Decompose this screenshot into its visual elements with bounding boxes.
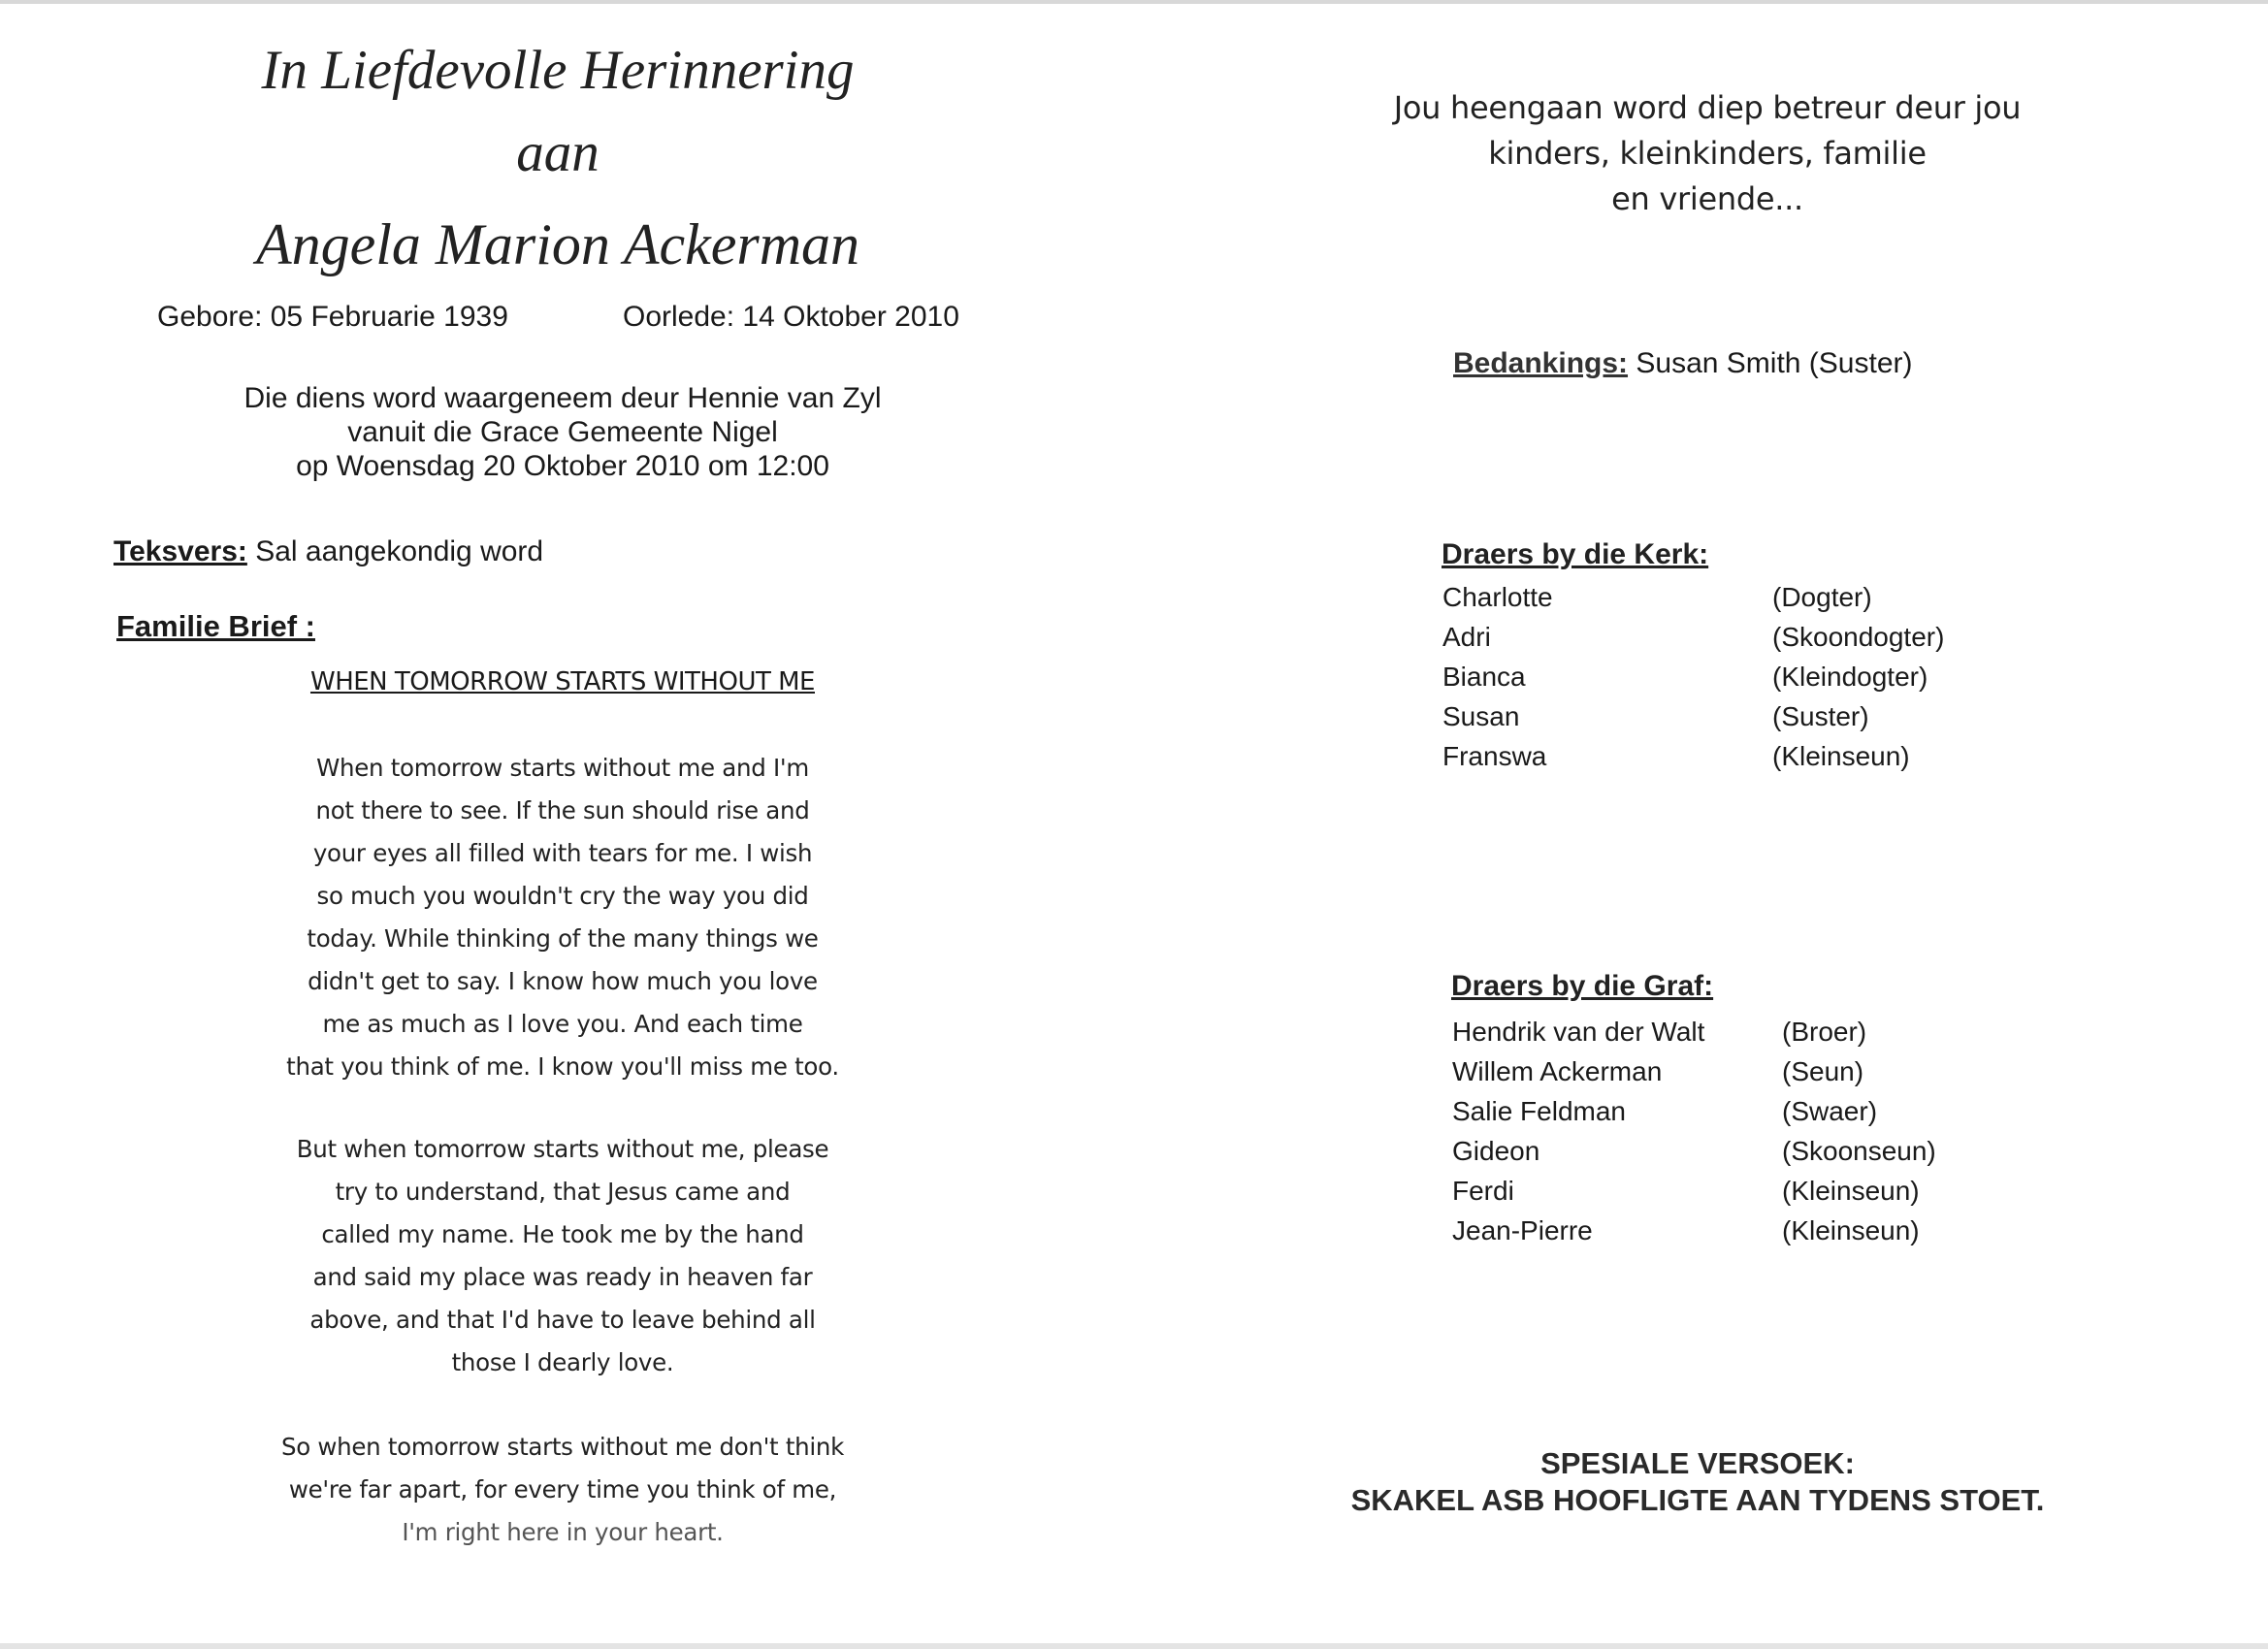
bearer-relation: (Seun) [1782, 1056, 1864, 1086]
teksvers [113, 535, 543, 568]
condolence-line: en vriende... [1611, 180, 1803, 217]
bearer-name: Gideon [1452, 1136, 1540, 1166]
memorial-title-aan: aan [516, 122, 599, 183]
poem-line: above, and that I'd have to leave behind all [309, 1306, 816, 1334]
condolence-line: kinders, kleinkinders, familie [1488, 135, 1927, 172]
deceased-name: Angela Marion Ackerman [255, 212, 860, 276]
bearer-relation: (Dogter) [1772, 582, 1872, 612]
poem-line: your eyes all filled with tears for me. I wish [312, 839, 813, 867]
poem-stanza-1 [272, 747, 854, 1088]
bearer-relation: (Kleinseun) [1772, 741, 1910, 771]
grave-bearers-heading: Draers by die Graf: [1451, 970, 1714, 1002]
bearer-relation: (Swaer) [1782, 1096, 1878, 1126]
special-request-text: SKAKEL ASB HOOFLIGTE AAN TYDENS STOET. [1350, 1483, 2045, 1517]
bearer-name: Salie Feldman [1452, 1096, 1626, 1126]
poem-line: that you think of me. I know you'll miss me too. [286, 1052, 839, 1081]
memorial-title: In Liefdevolle Herinnering [261, 40, 855, 101]
special-request-heading: SPESIALE VERSOEK: [1540, 1446, 1855, 1480]
bedankings-value: Susan Smith (Suster) [1636, 347, 1913, 379]
familie-brief-heading: Familie Brief : [116, 609, 315, 643]
page-bottom-edge [0, 1643, 2268, 1649]
poem-line: we're far apart, for every time you think of me, [288, 1475, 837, 1504]
poem-line: didn't get to say. I know how much you love [308, 967, 818, 995]
service-line: Die diens word waargeneem deur Hennie van Zyl [243, 382, 882, 414]
bearer-relation: (Broer) [1782, 1017, 1867, 1047]
bearer-relation: (Kleinseun) [1782, 1176, 1920, 1206]
bearer-name: Adri [1442, 622, 1491, 652]
birth-date: Gebore: 05 Februarie 1939 [157, 301, 508, 333]
condolence-line: Jou heengaan word diep betreur deur jou [1393, 89, 2022, 126]
bearer-name: Ferdi [1452, 1176, 1514, 1206]
page-top-edge [0, 0, 2268, 4]
bearer-relation: (Kleinseun) [1782, 1215, 1920, 1245]
poem-line: called my name. He took me by the hand [321, 1220, 804, 1248]
service-line: vanuit die Grace Gemeente Nigel [347, 416, 778, 448]
special-request [1300, 1445, 2095, 1519]
poem-line: When tomorrow starts without me and I'm [316, 754, 809, 782]
poem-line: But when tomorrow starts without me, please [296, 1135, 829, 1163]
bearer-name: Charlotte [1442, 582, 1553, 612]
poem-stanza-3 [272, 1426, 854, 1554]
poem-line: today. While thinking of the many things we [307, 924, 819, 953]
bearer-name: Willem Ackerman [1452, 1056, 1663, 1086]
church-bearers-heading: Draers by die Kerk: [1442, 538, 1709, 570]
bearer-name: Jean-Pierre [1452, 1215, 1593, 1245]
condolence-text [1339, 85, 2076, 222]
bearer-name: Hendrik van der Walt [1452, 1017, 1705, 1047]
poem-stanza-2 [272, 1128, 854, 1384]
service-line: op Woensdag 20 Oktober 2010 om 12:00 [296, 450, 829, 482]
bearer-relation: (Suster) [1772, 701, 1869, 731]
bearer-name: Susan [1442, 701, 1520, 731]
poem-line: so much you wouldn't cry the way you did [316, 882, 809, 910]
bearer-relation: (Skoonseun) [1782, 1136, 1936, 1166]
poem-line: and said my place was ready in heaven far [312, 1263, 813, 1291]
service-details [155, 381, 970, 483]
teksvers-label: Teksvers: [113, 535, 247, 567]
poem-line: me as much as I love you. And each time [322, 1010, 803, 1038]
teksvers-value: Sal aangekondig word [255, 535, 544, 567]
bearer-relation: (Kleindogter) [1772, 662, 1928, 692]
poem-line: So when tomorrow starts without me don't think [280, 1433, 844, 1461]
bearer-name: Bianca [1442, 662, 1526, 692]
bedankings [1453, 347, 1912, 380]
poem-title: WHEN TOMORROW STARTS WITHOUT ME [309, 667, 815, 696]
poem-line: try to understand, that Jesus came and [335, 1178, 791, 1206]
poem-line: I'm right here in your heart. [402, 1518, 724, 1546]
poem-line: those I dearly love. [451, 1348, 674, 1376]
bearer-relation: (Skoondogter) [1772, 622, 1945, 652]
bearer-name: Franswa [1442, 741, 1547, 771]
death-date: Oorlede: 14 Oktober 2010 [623, 301, 959, 333]
bedankings-label: Bedankings: [1453, 347, 1629, 379]
poem-line: not there to see. If the sun should rise and [315, 796, 810, 824]
